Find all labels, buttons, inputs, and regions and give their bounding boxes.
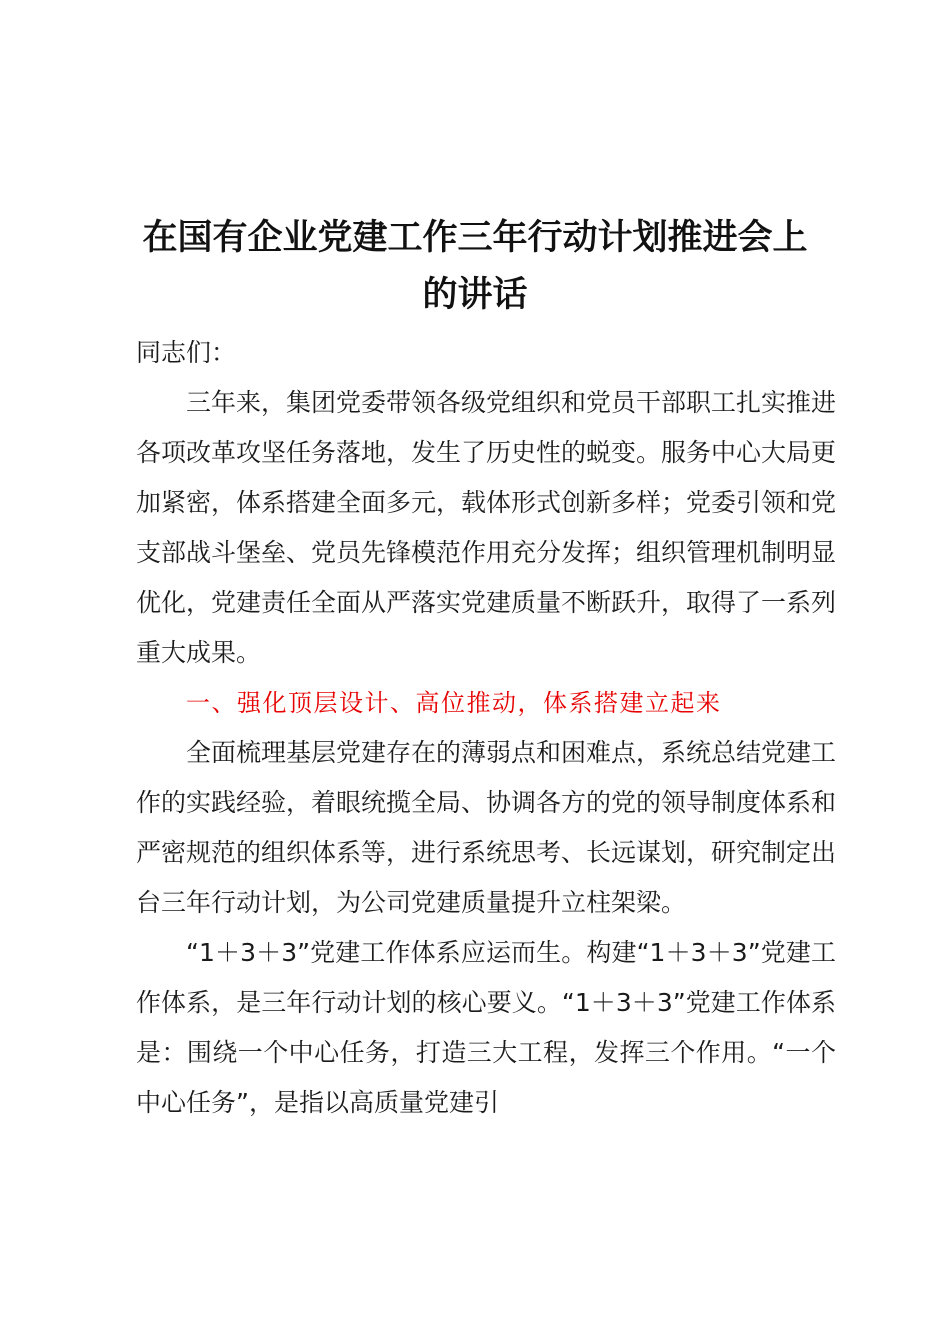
paragraph-2: 全面梳理基层党建存在的薄弱点和困难点，系统总结党建工作的实践经验，着眼统揽全局、协调各方的党的领导制度体系和严密规范的组织体系等，进行系统思考、长远谋划，研究制定出台三年行动计划，为公司党建质量提升立柱架梁。 [136, 738, 837, 917]
document-body [136, 328, 836, 1128]
section-heading-1: 一、强化顶层设计、高位推动，体系搭建立起来 [186, 689, 722, 717]
paragraph-3: “1＋3＋3”党建工作体系应运而生。构建“1＋3＋3”党建工作体系，是三年行动计划的核心要义。“1＋3＋3”党建工作体系是：围绕一个中心任务，打造三大工程，发挥三个作用。“一个中心任务”，是指以高质量党建引 [136, 938, 836, 1117]
title-line-1: 在国有企业党建工作三年行动计划推进会上 [142, 218, 808, 258]
paragraph-1: 三年来，集团党委带领各级党组织和党员干部职工扎实推进各项改革攻坚任务落地，发生了历史性的蜕变。服务中心大局更加紧密，体系搭建全面多元，载体形式创新多样；党委引领和党支部战斗堡垒、党员先锋模范作用充分发挥；组织管理机制明显优化，党建责任全面从严落实党建质量不断跃升，取得了一系列重大成果。 [136, 388, 837, 667]
title-line-2: 的讲话 [422, 275, 528, 315]
document-title [120, 210, 830, 324]
salutation: 同志们： [136, 338, 237, 367]
